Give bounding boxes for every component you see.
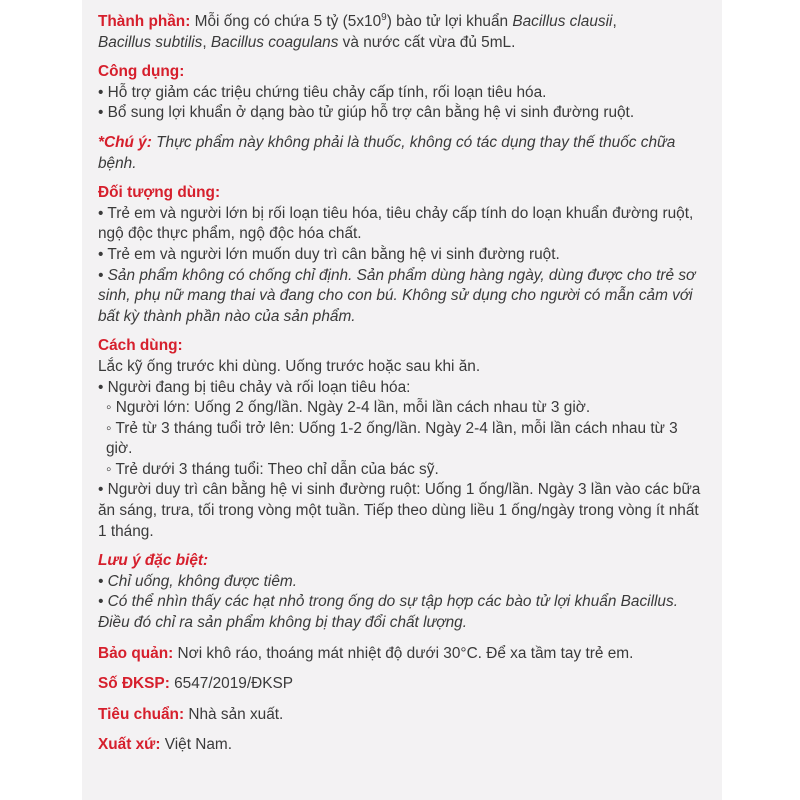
product-label-panel: [82, 0, 722, 800]
uses-item: • Bổ sung lợi khuẩn ở dạng bào tử giúp hỗ trợ cân bằng hệ vi sinh đường ruột.: [98, 104, 635, 122]
note-text: Thực phẩm này không phải là thuốc, không có tác dụng thay thế thuốc chữa bệnh.: [98, 133, 676, 172]
target-italic-item: • Sản phẩm không có chống chỉ định. Sản phẩm dùng hàng ngày, dùng được cho trẻ sơ sinh, phụ nữ mang thai và đang cho con bú. Không sử dụng cho người có mẫn cảm với bất kỳ thành phần nào của sản phẩm.: [98, 266, 696, 325]
species-bacillus-subtilis: Bacillus subtilis: [98, 33, 203, 51]
usage-sub-item: ◦ Người lớn: Uống 2 ống/lần. Ngày 2-4 lần, mỗi lần cách nhau từ 3 giờ.: [106, 399, 591, 417]
target-section: [98, 183, 714, 327]
registration-text: 6547/2019/ĐKSP: [169, 675, 294, 693]
usage-section: [98, 336, 714, 542]
composition-label: Thành phần:: [98, 13, 191, 30]
usage-group-maintenance: • Người duy trì cân bằng hệ vi sinh đường ruột: Uống 1 ống/lần. Ngày 3 lần vào các bữa ăn sáng, trưa, tối trong vòng một tuần. Tiếp theo dùng liều 1 ống/ngày trong vòng ít nhất 1 tháng.: [98, 481, 701, 540]
usage-group-diarrhea: • Người đang bị tiêu chảy và rối loạn tiêu hóa:: [98, 378, 411, 396]
special-item: • Chỉ uống, không được tiêm.: [98, 572, 297, 590]
registration-label: Số ĐKSP:: [98, 675, 170, 693]
special-item-text-b: . Điều đó chỉ ra sản phẩm không bị thay đổi chất lượng.: [98, 593, 678, 632]
registration-row: [98, 674, 714, 695]
origin-text: Việt Nam.: [160, 736, 233, 754]
target-label: Đối tượng dùng:: [98, 184, 221, 202]
note-label: *Chú ý:: [98, 133, 152, 151]
origin-label: Xuất xứ:: [98, 736, 161, 754]
special-item-text-a: • Có thể nhìn thấy các hạt nhỏ trong ống do sự tập hợp các bào tử lợi khuẩn: [98, 593, 621, 611]
target-item: • Trẻ em và người lớn muốn duy trì cân bằng hệ vi sinh đường ruột.: [98, 245, 560, 263]
special-section: [98, 551, 714, 633]
composition-text-1: Mỗi ống có chứa 5 tỷ (5x10: [190, 13, 382, 30]
composition-line-1: [98, 12, 714, 33]
usage-label: Cách dùng:: [98, 337, 183, 355]
standard-text: Nhà sản xuất.: [184, 705, 284, 723]
uses-item: • Hỗ trợ giảm các triệu chứng tiêu chảy cấp tính, rối loạn tiêu hóa.: [98, 83, 547, 101]
usage-sub-item: ◦ Trẻ dưới 3 tháng tuổi: Theo chỉ dẫn của bác sỹ.: [106, 460, 439, 478]
uses-label: Công dụng:: [98, 63, 185, 81]
composition-text-5: và nước cất vừa đủ 5mL.: [338, 33, 516, 51]
usage-intro: Lắc kỹ ống trước khi dùng. Uống trước hoặc sau khi ăn.: [98, 357, 481, 375]
composition-exponent: 9: [381, 11, 387, 23]
origin-row: [98, 735, 714, 756]
uses-section: [98, 62, 714, 124]
usage-sub-item: ◦ Trẻ từ 3 tháng tuổi trở lên: Uống 1-2 ống/lần. Ngày 2-4 lần, mỗi lần cách nhau từ 3 giờ.: [106, 419, 678, 458]
composition-text-3: ,: [612, 13, 617, 30]
composition-section: [98, 12, 714, 53]
storage-row: [98, 644, 714, 665]
standard-label: Tiêu chuẩn:: [98, 705, 185, 723]
species-bacillus: Bacillus: [620, 593, 674, 611]
storage-label: Bảo quản:: [98, 644, 174, 662]
species-bacillus-clausii: Bacillus clausii: [512, 13, 613, 30]
species-bacillus-coagulans: Bacillus coagulans: [210, 33, 339, 51]
composition-line-2: [98, 33, 714, 54]
composition-text-2: ) bào tử lợi khuẩn: [386, 13, 513, 30]
note-section: [98, 133, 710, 174]
special-item: [98, 592, 706, 633]
storage-text: Nơi khô ráo, thoáng mát nhiệt độ dưới 30°C. Để xa tầm tay trẻ em.: [173, 644, 634, 662]
special-label: Lưu ý đặc biệt:: [98, 552, 209, 570]
target-item: • Trẻ em và người lớn bị rối loạn tiêu hóa, tiêu chảy cấp tính do loạn khuẩn đường ruột, ngộ độc thực phẩm, ngộ độc hóa chất.: [98, 204, 694, 243]
composition-text-4: ,: [202, 33, 211, 51]
standard-row: [98, 705, 714, 726]
